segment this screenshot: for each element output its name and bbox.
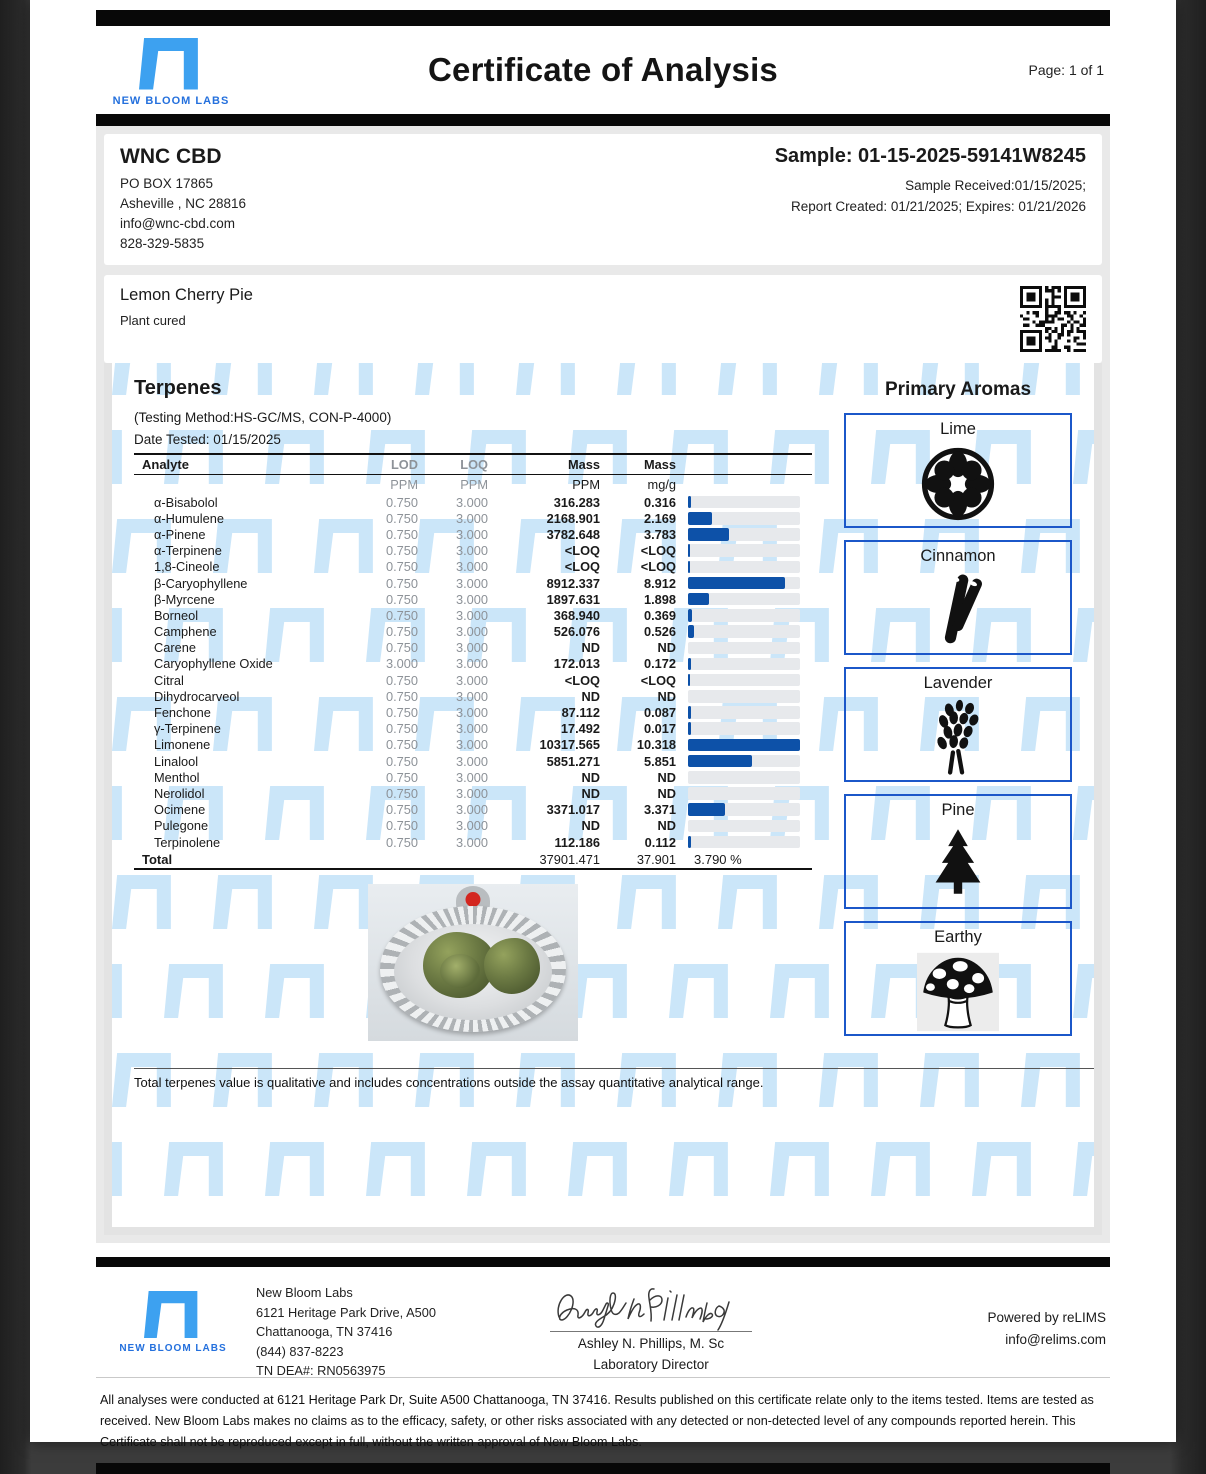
table-row: [134, 591, 812, 607]
product-name: Lemon Cherry Pie: [120, 286, 253, 304]
bar-track: [688, 544, 800, 557]
footer-lab-logo: [118, 1283, 228, 1365]
qr-code: [1020, 286, 1086, 352]
powered-by-block: [987, 1283, 1110, 1365]
client-phone: 828-329-5835: [120, 236, 205, 251]
aroma-label: Lime: [940, 420, 976, 438]
bar-fill: [688, 609, 692, 622]
bar-cell: [676, 658, 812, 671]
bar-fill: [688, 512, 712, 525]
bar-track: [688, 642, 800, 655]
mass-ppm-value: 3371.017: [546, 802, 600, 818]
lod-value: 0.750: [385, 721, 418, 737]
table-row: [134, 802, 812, 818]
table-row: [134, 704, 812, 720]
mass-mgg-value: ND: [657, 688, 676, 704]
sample-received: Sample Received:01/15/2025;: [905, 178, 1086, 193]
analyte-name: α-Terpinene: [154, 543, 222, 559]
bar-cell: [676, 609, 812, 622]
terpenes-section: [134, 377, 812, 1048]
sample-photo: [368, 884, 578, 1041]
unit-mass-ppm: PPM: [572, 477, 600, 492]
bar-cell: [676, 512, 812, 525]
bar-fill: [688, 836, 691, 849]
lod-value: 0.750: [385, 624, 418, 640]
analyte-name: α-Bisabolol: [154, 494, 218, 510]
aroma-box-pine: [844, 794, 1072, 909]
unit-mass-mgg: mg/g: [647, 477, 676, 492]
bar-track: [688, 787, 800, 800]
table-row: [134, 818, 812, 834]
lod-value: 0.750: [385, 753, 418, 769]
terpenes-table: [134, 453, 812, 870]
analyte-name: β-Caryophyllene: [154, 575, 248, 591]
lab-phone: (844) 837-8223: [256, 1343, 344, 1359]
bar-track: [688, 836, 800, 849]
bar-cell: [676, 544, 812, 557]
bar-track: [688, 706, 800, 719]
bar-cell: [676, 496, 812, 509]
lod-value: 0.750: [385, 769, 418, 785]
client-address2: Asheville , NC 28816: [120, 196, 247, 211]
aroma-label: Pine: [941, 801, 975, 819]
aroma-label: Earthy: [934, 928, 982, 946]
loq-value: 3.000: [455, 672, 488, 688]
lod-value: 0.750: [385, 494, 418, 510]
lod-value: 0.750: [385, 543, 418, 559]
bar-track: [688, 690, 800, 703]
total-percent: 3.790 %: [694, 851, 742, 867]
powered-email: info@relims.com: [1005, 1332, 1106, 1347]
terpenes-note: Total terpenes value is qualitative and includes concentrations outside the assay quantitative analytical range.: [134, 1068, 1102, 1090]
new-bloom-labs-logo-icon: [144, 1291, 202, 1338]
mass-mgg-value: 5.851: [643, 753, 676, 769]
table-row: [134, 543, 812, 559]
bar-track: [688, 658, 800, 671]
mass-mgg-value: 3.783: [643, 526, 676, 542]
bar-cell: [676, 528, 812, 541]
table-row: [134, 624, 812, 640]
lod-value: 0.750: [385, 640, 418, 656]
signature-image: [551, 1283, 751, 1331]
bar-track: [688, 512, 800, 525]
bar-fill: [688, 755, 752, 768]
bar-track: [688, 803, 800, 816]
table-row: [134, 688, 812, 704]
signer-title: Laboratory Director: [593, 1357, 709, 1372]
total-label: Total: [142, 851, 173, 867]
powered-by: Powered by reLIMS: [987, 1310, 1106, 1325]
product-type: Plant cured: [120, 313, 186, 328]
analyte-name: Terpinolene: [154, 834, 221, 850]
lod-value: 0.750: [385, 526, 418, 542]
table-row: [134, 737, 812, 753]
bar-cell: [676, 803, 812, 816]
mass-ppm-value: 112.186: [554, 834, 600, 850]
loq-value: 3.000: [455, 785, 488, 801]
lod-value: 0.750: [385, 834, 418, 850]
mass-ppm-value: 2168.901: [546, 510, 600, 526]
lod-value: 0.750: [385, 705, 418, 721]
terpenes-title: Terpenes: [134, 377, 222, 399]
bar-cell: [676, 836, 812, 849]
primary-aromas-title: Primary Aromas: [884, 379, 1032, 400]
aroma-box-lime: [844, 413, 1072, 528]
table-total-row: [134, 850, 812, 870]
lavender-icon: [922, 695, 994, 780]
bar-cell: [676, 577, 812, 590]
col-mass-mgg: Mass: [643, 457, 676, 472]
loq-value: 3.000: [455, 705, 488, 721]
lab-address2: Chattanooga, TN 37416: [256, 1324, 393, 1339]
footer: [96, 1267, 1110, 1378]
bar-track: [688, 561, 800, 574]
mass-mgg-value: 0.172: [643, 656, 676, 672]
bar-fill: [688, 528, 729, 541]
primary-aromas-section: [844, 377, 1072, 1048]
analyte-name: Nerolidol: [154, 785, 205, 801]
loq-value: 3.000: [455, 818, 488, 834]
bar-cell: [676, 674, 812, 687]
mass-ppm-value: 87.112: [561, 705, 600, 721]
header-divider-bar: [96, 114, 1110, 126]
col-analyte: Analyte: [142, 457, 189, 472]
mass-ppm-value: 316.283: [553, 494, 600, 510]
bar-fill: [688, 722, 691, 735]
aroma-label: Cinnamon: [920, 547, 996, 565]
lod-value: 0.750: [385, 688, 418, 704]
mass-mgg-value: ND: [657, 640, 676, 656]
bar-cell: [676, 706, 812, 719]
mass-mgg-value: <LOQ: [640, 543, 676, 559]
loq-value: 3.000: [455, 753, 488, 769]
loq-value: 3.000: [455, 688, 488, 704]
bar-cell: [676, 755, 812, 768]
client-address1: PO BOX 17865: [120, 176, 214, 191]
loq-value: 3.000: [455, 640, 488, 656]
analyte-name: α-Pinene: [154, 526, 206, 542]
page-title: Certificate of Analysis: [428, 51, 778, 88]
loq-value: 3.000: [455, 526, 488, 542]
lab-address1: 6121 Heritage Park Drive, A500: [256, 1304, 436, 1320]
lab-name: New Bloom Labs: [256, 1285, 353, 1300]
mass-ppm-value: 368.940: [553, 607, 600, 623]
pine-icon: [923, 822, 993, 907]
mass-mgg-value: 0.369: [643, 607, 676, 623]
loq-value: 3.000: [455, 575, 488, 591]
analyte-name: Citral: [154, 672, 184, 688]
lime-icon: [920, 441, 996, 526]
lod-value: 0.750: [385, 607, 418, 623]
table-row: [134, 640, 812, 656]
signature-block: [546, 1283, 756, 1372]
mass-ppm-value: 8912.337: [546, 575, 600, 591]
bar-cell: [676, 739, 812, 752]
bar-track: [688, 496, 800, 509]
table-row: [134, 721, 812, 737]
table-units-row: [134, 475, 812, 494]
lod-value: 0.750: [385, 672, 418, 688]
table-row: [134, 494, 812, 510]
table-header-row: [134, 453, 812, 475]
cinnamon-icon: [923, 568, 993, 653]
mass-ppm-value: <LOQ: [564, 559, 600, 575]
analyte-name: Camphene: [154, 624, 217, 640]
lod-value: 0.750: [385, 785, 418, 801]
sample-id: Sample: 01-15-2025-59141W8245: [774, 145, 1086, 167]
loq-value: 3.000: [455, 510, 488, 526]
mass-mgg-value: <LOQ: [640, 559, 676, 575]
bar-fill: [688, 577, 785, 590]
analyte-name: 1,8-Cineole: [154, 559, 220, 575]
client-email: info@wnc-cbd.com: [120, 216, 235, 231]
bar-track: [688, 593, 800, 606]
bar-track: [688, 528, 800, 541]
mass-mgg-value: 0.316: [643, 494, 676, 510]
mass-mgg-value: 2.169: [643, 510, 676, 526]
analyte-name: γ-Terpinene: [154, 721, 221, 737]
analyte-name: Carene: [154, 640, 196, 656]
mass-ppm-value: 526.076: [553, 624, 600, 640]
bar-cell: [676, 771, 812, 784]
table-row: [134, 656, 812, 672]
loq-value: 3.000: [455, 721, 488, 737]
aroma-box-cinnamon: [844, 540, 1072, 655]
analyte-name: Dihydrocarveol: [154, 688, 240, 704]
logo-wordmark: NEW BLOOM LABS: [112, 94, 230, 107]
analyte-name: Limonene: [154, 737, 211, 753]
analyte-name: Caryophyllene Oxide: [154, 656, 273, 672]
bar-track: [688, 820, 800, 833]
photo-red-cap: [466, 892, 481, 907]
product-info: [120, 286, 253, 328]
report-header: [96, 26, 1110, 114]
mass-ppm-value: ND: [581, 640, 600, 656]
disclaimer-section: [96, 1377, 1110, 1463]
footer-logo-wordmark: NEW BLOOM LABS: [119, 1343, 227, 1354]
report-created: Report Created: 01/21/2025; Expires: 01/21/2026: [791, 199, 1086, 214]
loq-value: 3.000: [455, 624, 488, 640]
bar-fill: [688, 561, 690, 574]
date-tested: Date Tested: 01/15/2025: [134, 432, 281, 447]
testing-method: (Testing Method:HS-GC/MS, CON-P-4000): [134, 410, 392, 425]
bar-cell: [676, 625, 812, 638]
mass-mgg-value: ND: [657, 769, 676, 785]
table-row: [134, 510, 812, 526]
mass-ppm-value: ND: [581, 785, 600, 801]
lod-value: 0.750: [385, 737, 418, 753]
aroma-box-earthy: [844, 921, 1072, 1036]
table-row: [134, 834, 812, 850]
analyte-name: β-Myrcene: [154, 591, 215, 607]
bar-track: [688, 722, 800, 735]
loq-value: 3.000: [455, 834, 488, 850]
loq-value: 3.000: [455, 559, 488, 575]
mass-mgg-value: 0.087: [643, 705, 676, 721]
lab-dea: TN DEA#: RN0563975: [256, 1363, 386, 1378]
table-row: [134, 672, 812, 688]
mass-ppm-value: 1897.631: [546, 591, 600, 607]
loq-value: 3.000: [455, 656, 488, 672]
bottom-black-bar: [96, 1463, 1110, 1474]
table-body: [134, 494, 812, 850]
bar-fill: [688, 658, 691, 671]
bar-fill: [688, 706, 691, 719]
footer-top-bar: [96, 1257, 1110, 1267]
bar-fill: [688, 674, 690, 687]
client-sample-card: [104, 134, 1102, 265]
mass-ppm-value: 5851.271: [546, 753, 600, 769]
page-number: Page: 1 of 1: [1028, 62, 1104, 78]
loq-value: 3.000: [455, 591, 488, 607]
bar-cell: [676, 820, 812, 833]
table-row: [134, 575, 812, 591]
lod-value: 0.750: [385, 818, 418, 834]
results-card: [104, 363, 1102, 1235]
bar-fill: [688, 544, 690, 557]
mass-mgg-value: 0.112: [644, 834, 676, 850]
bar-track: [688, 577, 800, 590]
bar-fill: [688, 625, 694, 638]
mass-mgg-value: ND: [657, 785, 676, 801]
mass-ppm-value: ND: [581, 769, 600, 785]
mass-mgg-value: 0.017: [643, 721, 676, 737]
mass-ppm-value: <LOQ: [564, 672, 600, 688]
loq-value: 3.000: [455, 769, 488, 785]
info-section: [96, 126, 1110, 1243]
mass-mgg-value: <LOQ: [640, 672, 676, 688]
analyte-name: α-Humulene: [154, 510, 224, 526]
mass-ppm-value: 3782.648: [546, 526, 600, 542]
lod-value: 0.750: [385, 559, 418, 575]
bar-fill: [688, 803, 725, 816]
mass-ppm-value: ND: [581, 818, 600, 834]
mass-ppm-value: 10317.565: [539, 737, 600, 753]
loq-value: 3.000: [455, 737, 488, 753]
bar-cell: [676, 593, 812, 606]
client-info: [120, 145, 246, 254]
mass-mgg-value: 1.898: [643, 591, 676, 607]
bar-cell: [676, 722, 812, 735]
bar-fill: [688, 593, 709, 606]
analyte-name: Borneol: [154, 607, 199, 623]
loq-value: 3.000: [455, 543, 488, 559]
unit-loq: PPM: [460, 477, 488, 492]
bar-track: [688, 771, 800, 784]
lod-value: 0.750: [385, 802, 418, 818]
mushroom-icon: [917, 949, 999, 1034]
unit-lod: PPM: [390, 477, 418, 492]
analyte-name: Pulegone: [154, 818, 209, 834]
signer-name: Ashley N. Phillips, M. Sc: [577, 1336, 725, 1351]
loq-value: 3.000: [455, 494, 488, 510]
mass-mgg-value: 8.912: [643, 575, 676, 591]
bar-track: [688, 609, 800, 622]
mass-ppm-value: <LOQ: [564, 543, 600, 559]
product-card: [104, 275, 1102, 363]
certificate-page: [30, 0, 1176, 1449]
mass-mgg-value: 3.371: [643, 802, 676, 818]
bar-track: [688, 625, 800, 638]
analyte-name: Linalool: [154, 753, 199, 769]
total-mass-mgg: 37.901: [636, 851, 676, 867]
bar-cell: [676, 642, 812, 655]
col-loq: LOQ: [460, 457, 488, 472]
mass-mgg-value: 0.526: [643, 624, 676, 640]
lod-value: 0.750: [385, 575, 418, 591]
mass-ppm-value: 17.492: [560, 721, 600, 737]
signature-line: [550, 1331, 752, 1332]
client-name: WNC CBD: [120, 145, 222, 168]
bar-cell: [676, 690, 812, 703]
lab-address: [256, 1283, 436, 1378]
sample-info: [775, 145, 1086, 254]
lod-value: 0.750: [385, 591, 418, 607]
mass-mgg-value: 10.318: [636, 737, 676, 753]
lod-value: 0.750: [385, 510, 418, 526]
mass-mgg-value: ND: [657, 818, 676, 834]
bar-fill: [688, 739, 800, 752]
top-black-bar: [96, 10, 1110, 26]
analyte-name: Fenchone: [154, 705, 211, 721]
mass-ppm-value: ND: [581, 688, 600, 704]
table-row: [134, 559, 812, 575]
bar-track: [688, 755, 800, 768]
col-lod: LOD: [390, 457, 418, 472]
bar-cell: [676, 787, 812, 800]
disclaimer-text: All analyses were conducted at 6121 Heritage Park Dr, Suite A500 Chattanooga, TN 37416. Results published on this certificate relate only to the items tested. Items are tested as received. New Bloom Labs makes no claims as to the efficacy, safety, or other risks associated with any detected or non-detected level of any compounds reported herein. This Certificate shall not be reproduced except in full, without the written approval of New Bloom Labs.: [100, 1393, 1094, 1449]
lod-value: 3.000: [385, 656, 418, 672]
table-row: [134, 769, 812, 785]
loq-value: 3.000: [455, 607, 488, 623]
loq-value: 3.000: [455, 802, 488, 818]
mass-ppm-value: 172.013: [553, 656, 600, 672]
aroma-label: Lavender: [923, 674, 993, 692]
flower-bud: [484, 938, 540, 994]
bar-fill: [688, 496, 691, 509]
analyte-name: Menthol: [154, 769, 200, 785]
table-row: [134, 526, 812, 542]
aroma-box-lavender: [844, 667, 1072, 782]
table-row: [134, 785, 812, 801]
flower-bud: [440, 954, 480, 988]
total-mass-ppm: 37901.471: [539, 851, 600, 867]
analyte-name: Ocimene: [154, 802, 206, 818]
col-mass-ppm: Mass: [567, 457, 600, 472]
bar-cell: [676, 561, 812, 574]
bar-track: [688, 674, 800, 687]
table-row: [134, 753, 812, 769]
table-row: [134, 607, 812, 623]
bar-track: [688, 739, 800, 752]
